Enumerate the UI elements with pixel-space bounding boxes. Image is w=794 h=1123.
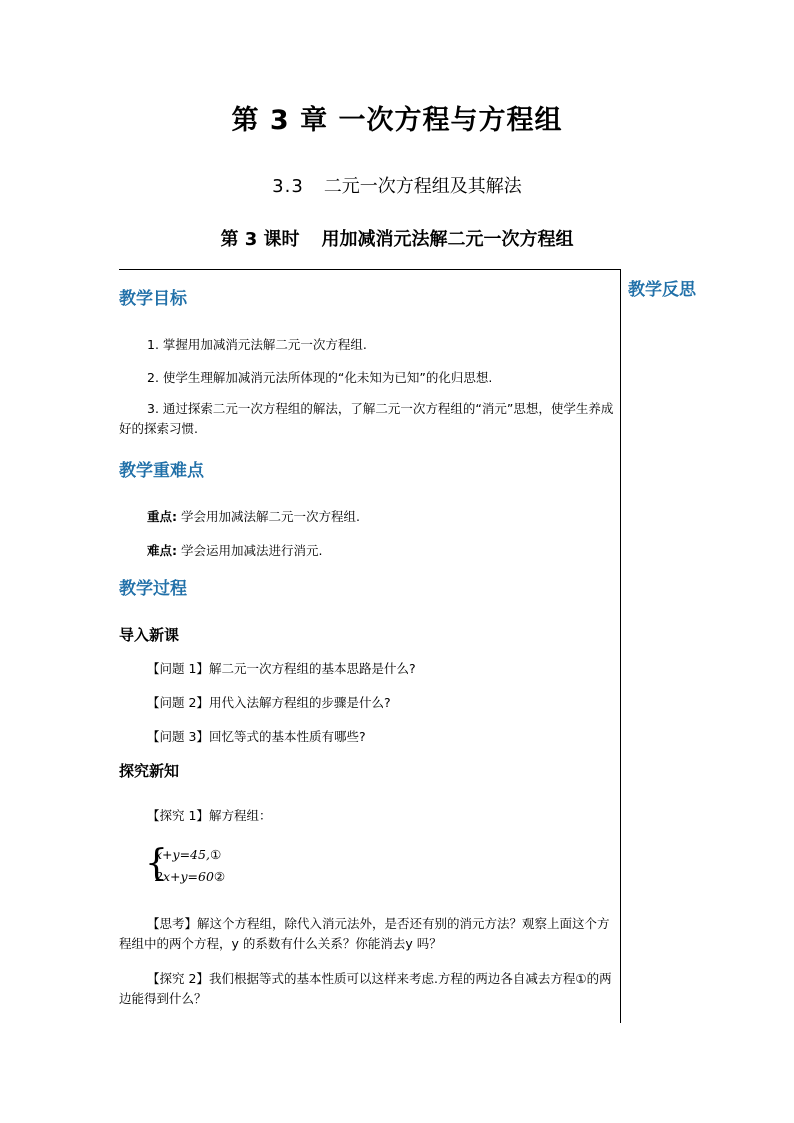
objective-item-1: 1. 掌握用加减消元法解二元一次方程组. <box>147 337 367 352</box>
left-brace-icon: { <box>145 843 168 884</box>
think-paragraph <box>119 914 615 954</box>
explore-1-label: 【探究 1】 <box>147 808 209 823</box>
difficulty-line <box>147 541 322 559</box>
equation-2: 2x+y=60② <box>155 869 226 884</box>
question-1-text: 解二元一次方程组的基本思路是什么? <box>208 661 416 676</box>
intro-heading: 导入新课 <box>119 626 180 644</box>
lesson-number: 第 3 课时 <box>220 229 300 250</box>
focus-text: 学会用加减法解二元一次方程组. <box>180 509 360 524</box>
difficulty-text: 学会运用加减法进行消元. <box>180 543 323 558</box>
question-1 <box>147 659 416 677</box>
key-points-heading: 教学重难点 <box>119 461 204 481</box>
explore-2-text: 我们根据等式的基本性质可以这样来考虑.方程的两边各自减去方程①的两边能得到什么？ <box>119 971 612 1006</box>
reflection-column-label: 教学反思 <box>628 280 696 300</box>
explore-1-text: 解方程组： <box>208 808 272 823</box>
process-heading: 教学过程 <box>119 579 187 599</box>
question-3-text: 回忆等式的基本性质有哪些? <box>208 729 366 744</box>
chapter-title: 第 3 章 一次方程与方程组 <box>231 105 563 136</box>
think-label: 【思考】 <box>147 916 198 931</box>
difficulty-label: 难点: <box>147 543 177 558</box>
section-title: 二元一次方程组及其解法 <box>323 176 522 197</box>
question-2 <box>147 693 391 711</box>
explore-2-paragraph <box>119 969 615 1009</box>
question-2-label: 【问题 2】 <box>147 695 209 710</box>
objective-item-2: 2. 使学生理解加减消元法所体现的“化未知为已知”的化归思想. <box>147 370 493 385</box>
section-number: 3.3 <box>272 176 304 197</box>
equation-1: x+y=45,① <box>155 847 222 862</box>
question-1-label: 【问题 1】 <box>147 661 209 676</box>
section-heading <box>0 172 794 198</box>
focus-line <box>147 507 360 525</box>
question-3 <box>147 727 366 745</box>
objectives-heading: 教学目标 <box>119 289 187 309</box>
focus-label: 重点: <box>147 509 177 524</box>
lesson-title: 用加减消元法解二元一次方程组 <box>321 229 574 250</box>
question-3-label: 【问题 3】 <box>147 729 209 744</box>
question-2-text: 用代入法解方程组的步骤是什么? <box>208 695 391 710</box>
objective-item-3: 3. 通过探索二元一次方程组的解法，了解二元一次方程组的“消元”思想，使学生养成好的探索习惯. <box>119 401 614 436</box>
explore-heading: 探究新知 <box>119 762 180 780</box>
lesson-heading <box>0 225 794 251</box>
explore-1 <box>147 806 271 824</box>
column-divider <box>620 269 621 1023</box>
table-top-rule <box>119 269 620 270</box>
explore-2-label: 【探究 2】 <box>147 971 209 986</box>
think-text: 解这个方程组，除代入消元法外，是否还有别的消元方法？观察上面这个方程组中的两个方程，y 的系数有什么关系？你能消去y 吗？ <box>119 916 610 951</box>
